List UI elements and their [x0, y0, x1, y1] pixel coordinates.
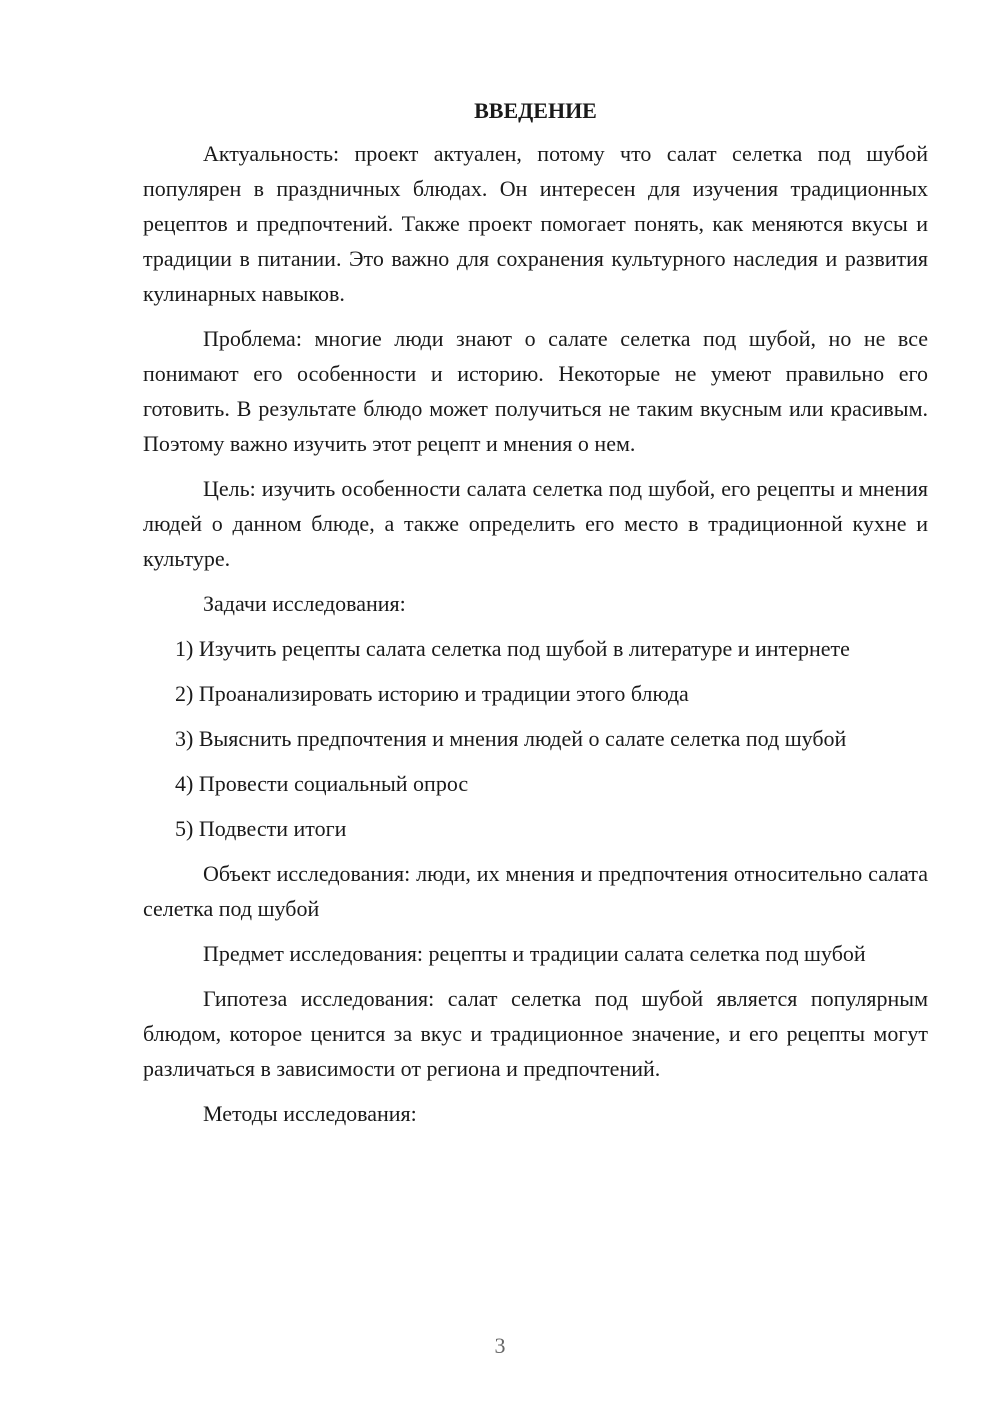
task-item: 4) Провести социальный опрос — [175, 771, 469, 796]
subject-paragraph: Предмет исследования: рецепты и традиции салата селетка под шубой — [203, 941, 866, 966]
relevance-paragraph: Актуальность: проект актуален, потому что салат селетка под шубой популярен в праздничных блюдах. Он интересен для изучения традиционных рецептов и предпочтений. Также проект помогает понять, как меняются вкусы и традиции в питании. Это важно для сохранения культурного наследия и развития кулинарных навыков. — [143, 141, 928, 306]
tasks-list — [143, 631, 928, 846]
problem-paragraph: Проблема: многие люди знают о салате селетка под шубой, но не все понимают его особенности и историю. Некоторые не умеют правильно его готовить. В результате блюдо может получиться не таким вкусным или красивым. Поэтому важно изучить этот рецепт и мнения о нем. — [143, 326, 928, 456]
task-item: 1) Изучить рецепты салата селетка под шубой в литературе и интернете — [175, 636, 850, 661]
task-item: 5) Подвести итоги — [175, 816, 347, 841]
goal-paragraph: Цель: изучить особенности салата селетка под шубой, его рецепты и мнения людей о данном блюде, а также определить его место в традиционной кухне и культуре. — [143, 476, 928, 571]
hypothesis-paragraph: Гипотеза исследования: салат селетка под шубой является популярным блюдом, которое ценится за вкус и традиционное значение, и его рецепты могут различаться в зависимости от региона и предпочтений. — [143, 986, 928, 1081]
document-page — [143, 96, 928, 1141]
methods-heading: Методы исследования: — [203, 1101, 417, 1126]
tasks-heading: Задачи исследования: — [203, 591, 406, 616]
page-title: ВВЕДЕНИЕ — [474, 98, 597, 123]
task-item: 3) Выяснить предпочтения и мнения людей о салате селетка под шубой — [175, 726, 847, 751]
object-paragraph: Объект исследования: люди, их мнения и предпочтения относительно салата селетка под шубой — [143, 861, 928, 921]
page-number: 3 — [494, 1333, 506, 1358]
task-item: 2) Проанализировать историю и традиции этого блюда — [175, 681, 689, 706]
